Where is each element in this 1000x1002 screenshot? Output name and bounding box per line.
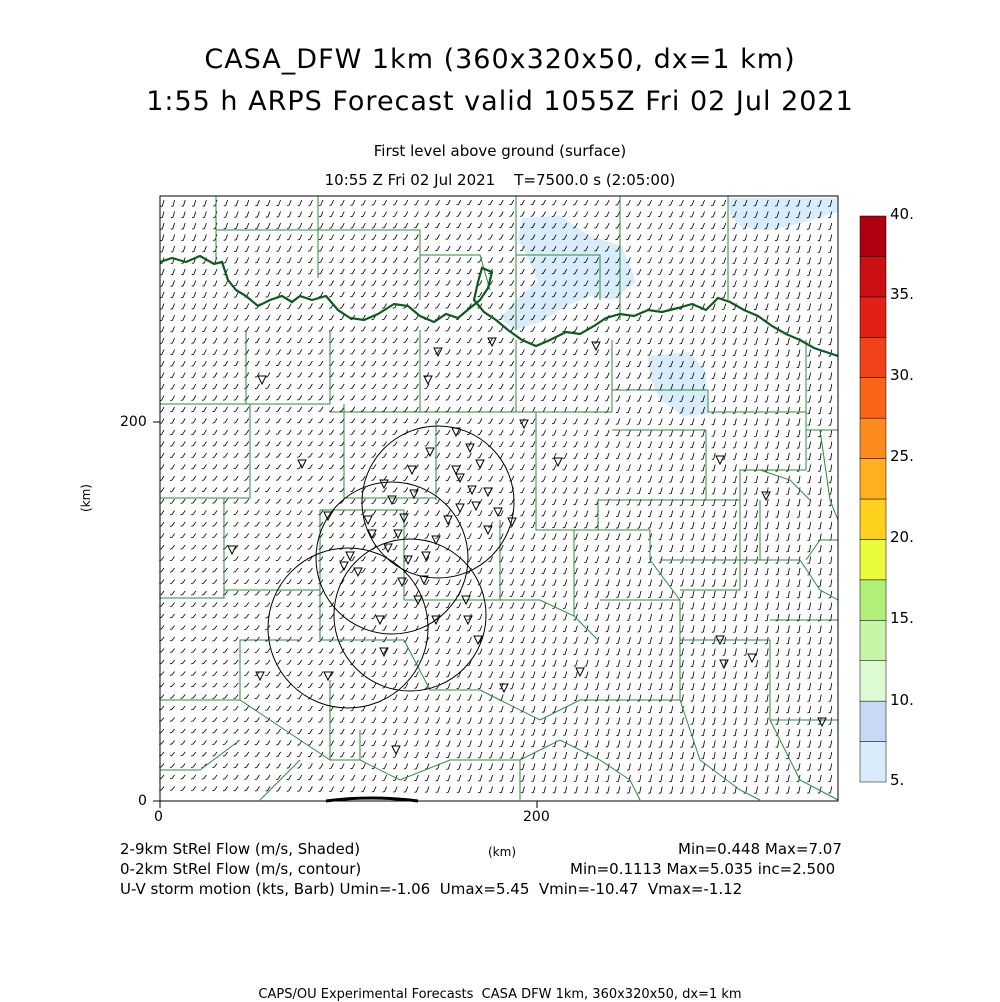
colorbar-swatch — [860, 620, 886, 660]
station-marker — [472, 502, 480, 510]
shaded-region-east — [648, 352, 708, 416]
x-axis-unit: (km) — [488, 845, 517, 859]
station-marker — [346, 552, 354, 560]
colorbar-swatch — [860, 701, 886, 741]
colorbar-swatch — [860, 256, 886, 296]
station-marker — [228, 546, 236, 554]
chart-title-line2: 1:55 h ARPS Forecast valid 1055Z Fri 02 Jul 2021 — [146, 86, 854, 117]
station-marker — [426, 448, 434, 456]
county-boundaries — [160, 196, 838, 800]
colorbar-label-15: 15. — [890, 609, 914, 627]
colorbar-label-35: 35. — [890, 285, 914, 303]
colorbar-swatch — [860, 378, 886, 418]
x-tick-200: 200 — [523, 809, 550, 825]
station-marker — [444, 516, 452, 524]
colorbar-label-20: 20. — [890, 528, 914, 546]
y-tick-0: 0 — [138, 793, 147, 809]
colorbar-label-10: 10. — [890, 691, 914, 709]
shaded-field-stats: Min=0.448 Max=7.07 — [678, 840, 842, 858]
colorbar-swatch — [860, 742, 886, 782]
station-marker — [422, 552, 430, 560]
station-marker — [298, 460, 306, 468]
axis-ticks — [153, 422, 537, 808]
colorbar-swatch — [860, 499, 886, 539]
shaded-region-north-1 — [500, 216, 636, 330]
colorbar — [860, 216, 886, 782]
plot-frame — [160, 196, 838, 801]
colorbar-swatch — [860, 580, 886, 620]
colorbar-swatch — [860, 418, 886, 458]
state-border-red-river — [160, 256, 838, 356]
station-marker — [354, 568, 362, 576]
station-marker — [398, 578, 406, 586]
y-tick-200: 200 — [120, 414, 147, 430]
station-marker — [258, 376, 266, 384]
contour-field-label: 0-2km StRel Flow (m/s, contour) — [120, 860, 362, 878]
colorbar-label-40: 40. — [890, 205, 914, 223]
colorbar-swatch — [860, 661, 886, 701]
flow-contours — [268, 426, 514, 708]
station-marker — [456, 504, 464, 512]
wind-barbs — [159, 200, 832, 793]
level-subtitle: First level above ground (surface) — [373, 142, 627, 160]
contour-field-stats: Min=0.1113 Max=5.035 inc=2.500 — [570, 860, 836, 878]
station-marker — [466, 444, 474, 452]
colorbar-swatch — [860, 459, 886, 499]
station-marker — [520, 420, 528, 428]
colorbar-swatch — [860, 216, 886, 256]
shaded-field-label: 2-9km StRel Flow (m/s, Shaded) — [120, 840, 361, 858]
colorbar-swatch — [860, 539, 886, 579]
shaded-regions — [500, 198, 838, 416]
barb-field — [159, 200, 832, 793]
station-marker — [408, 466, 416, 474]
station-marker — [818, 718, 826, 726]
colorbar-swatch — [860, 337, 886, 377]
station-marker — [484, 526, 492, 534]
station-marker — [468, 486, 476, 494]
colorbar-label-25: 25. — [890, 447, 914, 465]
station-marker — [376, 616, 384, 624]
x-tick-0: 0 — [154, 809, 163, 825]
station-marker — [554, 458, 562, 466]
station-marker — [392, 746, 400, 754]
station-marker — [404, 556, 412, 564]
station-marker — [410, 490, 418, 498]
station-marker — [762, 492, 770, 500]
station-marker — [380, 648, 388, 656]
station-marker — [476, 460, 484, 468]
footer-credit: CAPS/OU Experimental Forecasts CASA DFW 1km, 360x320x50, dx=1 km — [258, 987, 742, 1002]
station-marker — [380, 480, 388, 488]
shaded-region-north-2 — [728, 198, 838, 230]
time-subtitle: 10:55 Z Fri 02 Jul 2021 T=7500.0 s (2:05:00) — [324, 171, 676, 189]
station-marker — [256, 672, 264, 680]
station-marker — [464, 616, 472, 624]
colorbar-swatch — [860, 297, 886, 337]
station-marker — [716, 456, 724, 464]
colorbar-label-30: 30. — [890, 366, 914, 384]
contour-ring-2 — [334, 539, 486, 691]
chart-title-line1: CASA_DFW 1km (360x320x50, dx=1 km) — [204, 44, 796, 75]
colorbar-label-5: 5. — [890, 771, 905, 789]
y-axis-unit: (km) — [79, 483, 94, 513]
station-marker — [452, 466, 460, 474]
barb-field-line: U-V storm motion (kts, Barb) Umin=-1.06 Umax=5.45 Vmin=-10.47 Vmax=-1.12 — [120, 880, 743, 898]
